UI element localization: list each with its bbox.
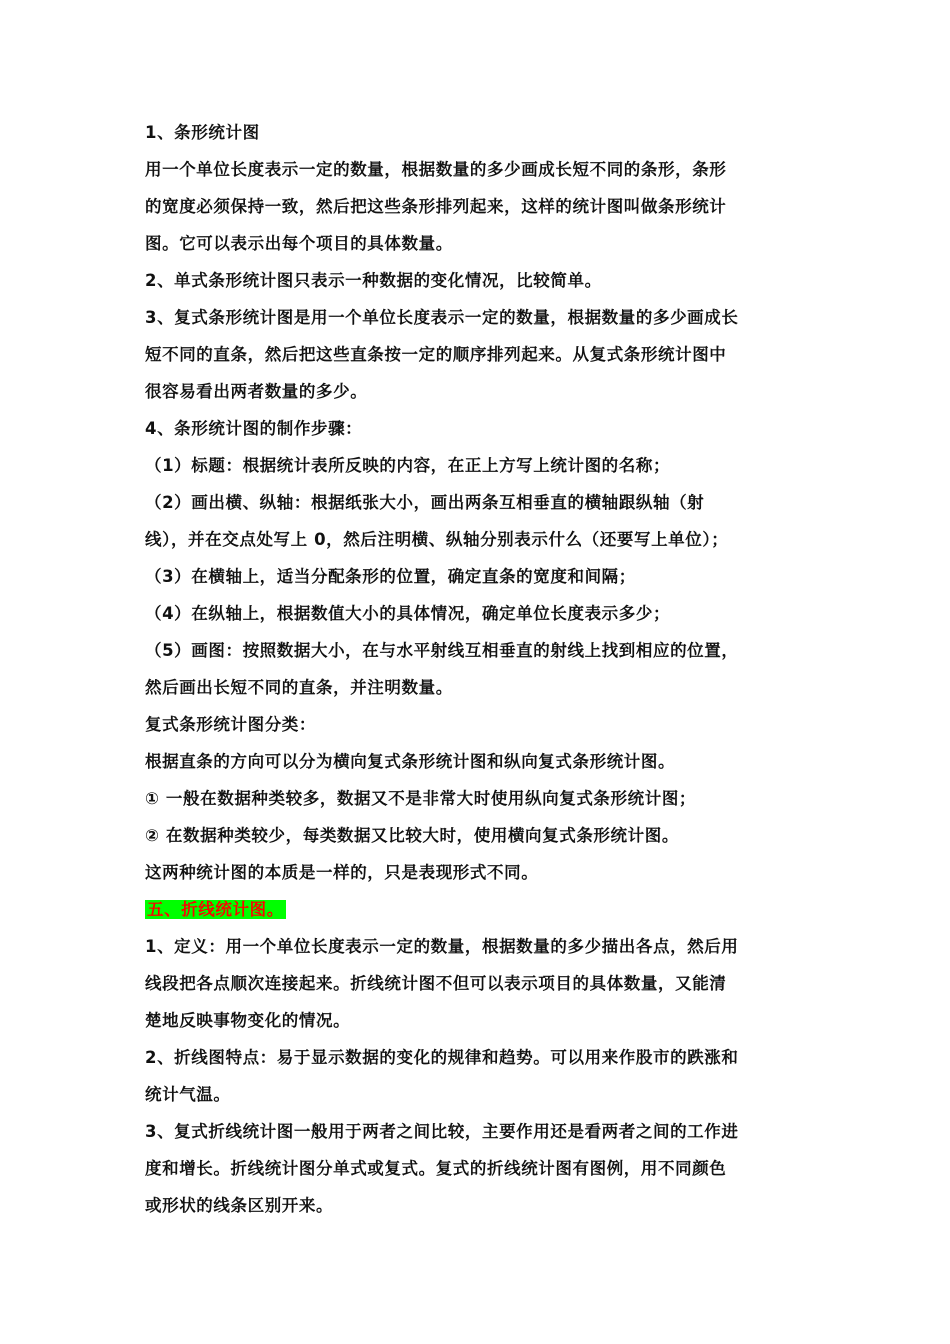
paragraph-line: 统计气温。	[145, 1085, 231, 1104]
paragraph-line: 3、复式折线统计图一般用于两者之间比较，主要作用还是看两者之间的工作进	[145, 1122, 739, 1141]
section-heading-line-chart: 五、折线统计图。	[147, 900, 284, 919]
paragraph-line: 4、条形统计图的制作步骤：	[145, 419, 363, 438]
paragraph-line: 2、单式条形统计图只表示一种数据的变化情况，比较简单。	[145, 271, 602, 290]
step-line: （2）画出横、纵轴：根据纸张大小，画出两条互相垂直的横轴跟纵轴（射	[145, 493, 705, 512]
step-line: （5）画图：按照数据大小，在与水平射线互相垂直的射线上找到相应的位置，	[145, 641, 739, 660]
paragraph-line: 根据直条的方向可以分为横向复式条形统计图和纵向复式条形统计图。	[145, 752, 676, 771]
paragraph-line: 很容易看出两者数量的多少。	[145, 382, 368, 401]
paragraph-line: ② 在数据种类较少，每类数据又比较大时，使用横向复式条形统计图。	[145, 826, 679, 845]
paragraph-line: 度和增长。折线统计图分单式或复式。复式的折线统计图有图例，用不同颜色	[145, 1159, 727, 1178]
paragraph-line: ① 一般在数据种类较多，数据又不是非常大时使用纵向复式条形统计图；	[145, 789, 697, 808]
paragraph-line: 的宽度必须保持一致，然后把这些条形排列起来，这样的统计图叫做条形统计	[145, 197, 727, 216]
step-line: （4）在纵轴上，根据数值大小的具体情况，确定单位长度表示多少；	[145, 604, 671, 623]
step-line: （1）标题：根据统计表所反映的内容，在正上方写上统计图的名称；	[145, 456, 671, 475]
paragraph-line: 楚地反映事物变化的情况。	[145, 1011, 351, 1030]
paragraph-line: 图。它可以表示出每个项目的具体数量。	[145, 234, 453, 253]
step-line: 线），并在交点处写上 0，然后注明横、纵轴分别表示什么（还要写上单位）；	[145, 530, 729, 549]
step-line: （3）在横轴上，适当分配条形的位置，确定直条的宽度和间隔；	[145, 567, 636, 586]
paragraph-line: 用一个单位长度表示一定的数量，根据数量的多少画成长短不同的条形，条形	[145, 160, 727, 179]
paragraph-line: 1、定义：用一个单位长度表示一定的数量，根据数量的多少描出各点，然后用	[145, 937, 739, 956]
paragraph-line: 3、复式条形统计图是用一个单位长度表示一定的数量，根据数量的多少画成长	[145, 308, 739, 327]
step-line: 然后画出长短不同的直条，并注明数量。	[145, 678, 453, 697]
paragraph-line: 2、折线图特点：易于显示数据的变化的规律和趋势。可以用来作股市的跌涨和	[145, 1048, 739, 1067]
paragraph-line: 或形状的线条区别开来。	[145, 1196, 334, 1215]
paragraph-line: 线段把各点顺次连接起来。折线统计图不但可以表示项目的具体数量，又能清	[145, 974, 727, 993]
paragraph-line: 短不同的直条，然后把这些直条按一定的顺序排列起来。从复式条形统计图中	[145, 345, 727, 364]
paragraph-line: 这两种统计图的本质是一样的，只是表现形式不同。	[145, 863, 539, 882]
document-body	[145, 114, 810, 1224]
paragraph-line: 复式条形统计图分类：	[145, 715, 316, 734]
section-heading-bar-chart: 1、条形统计图	[145, 123, 260, 142]
section-heading-line-chart-row	[145, 891, 810, 928]
